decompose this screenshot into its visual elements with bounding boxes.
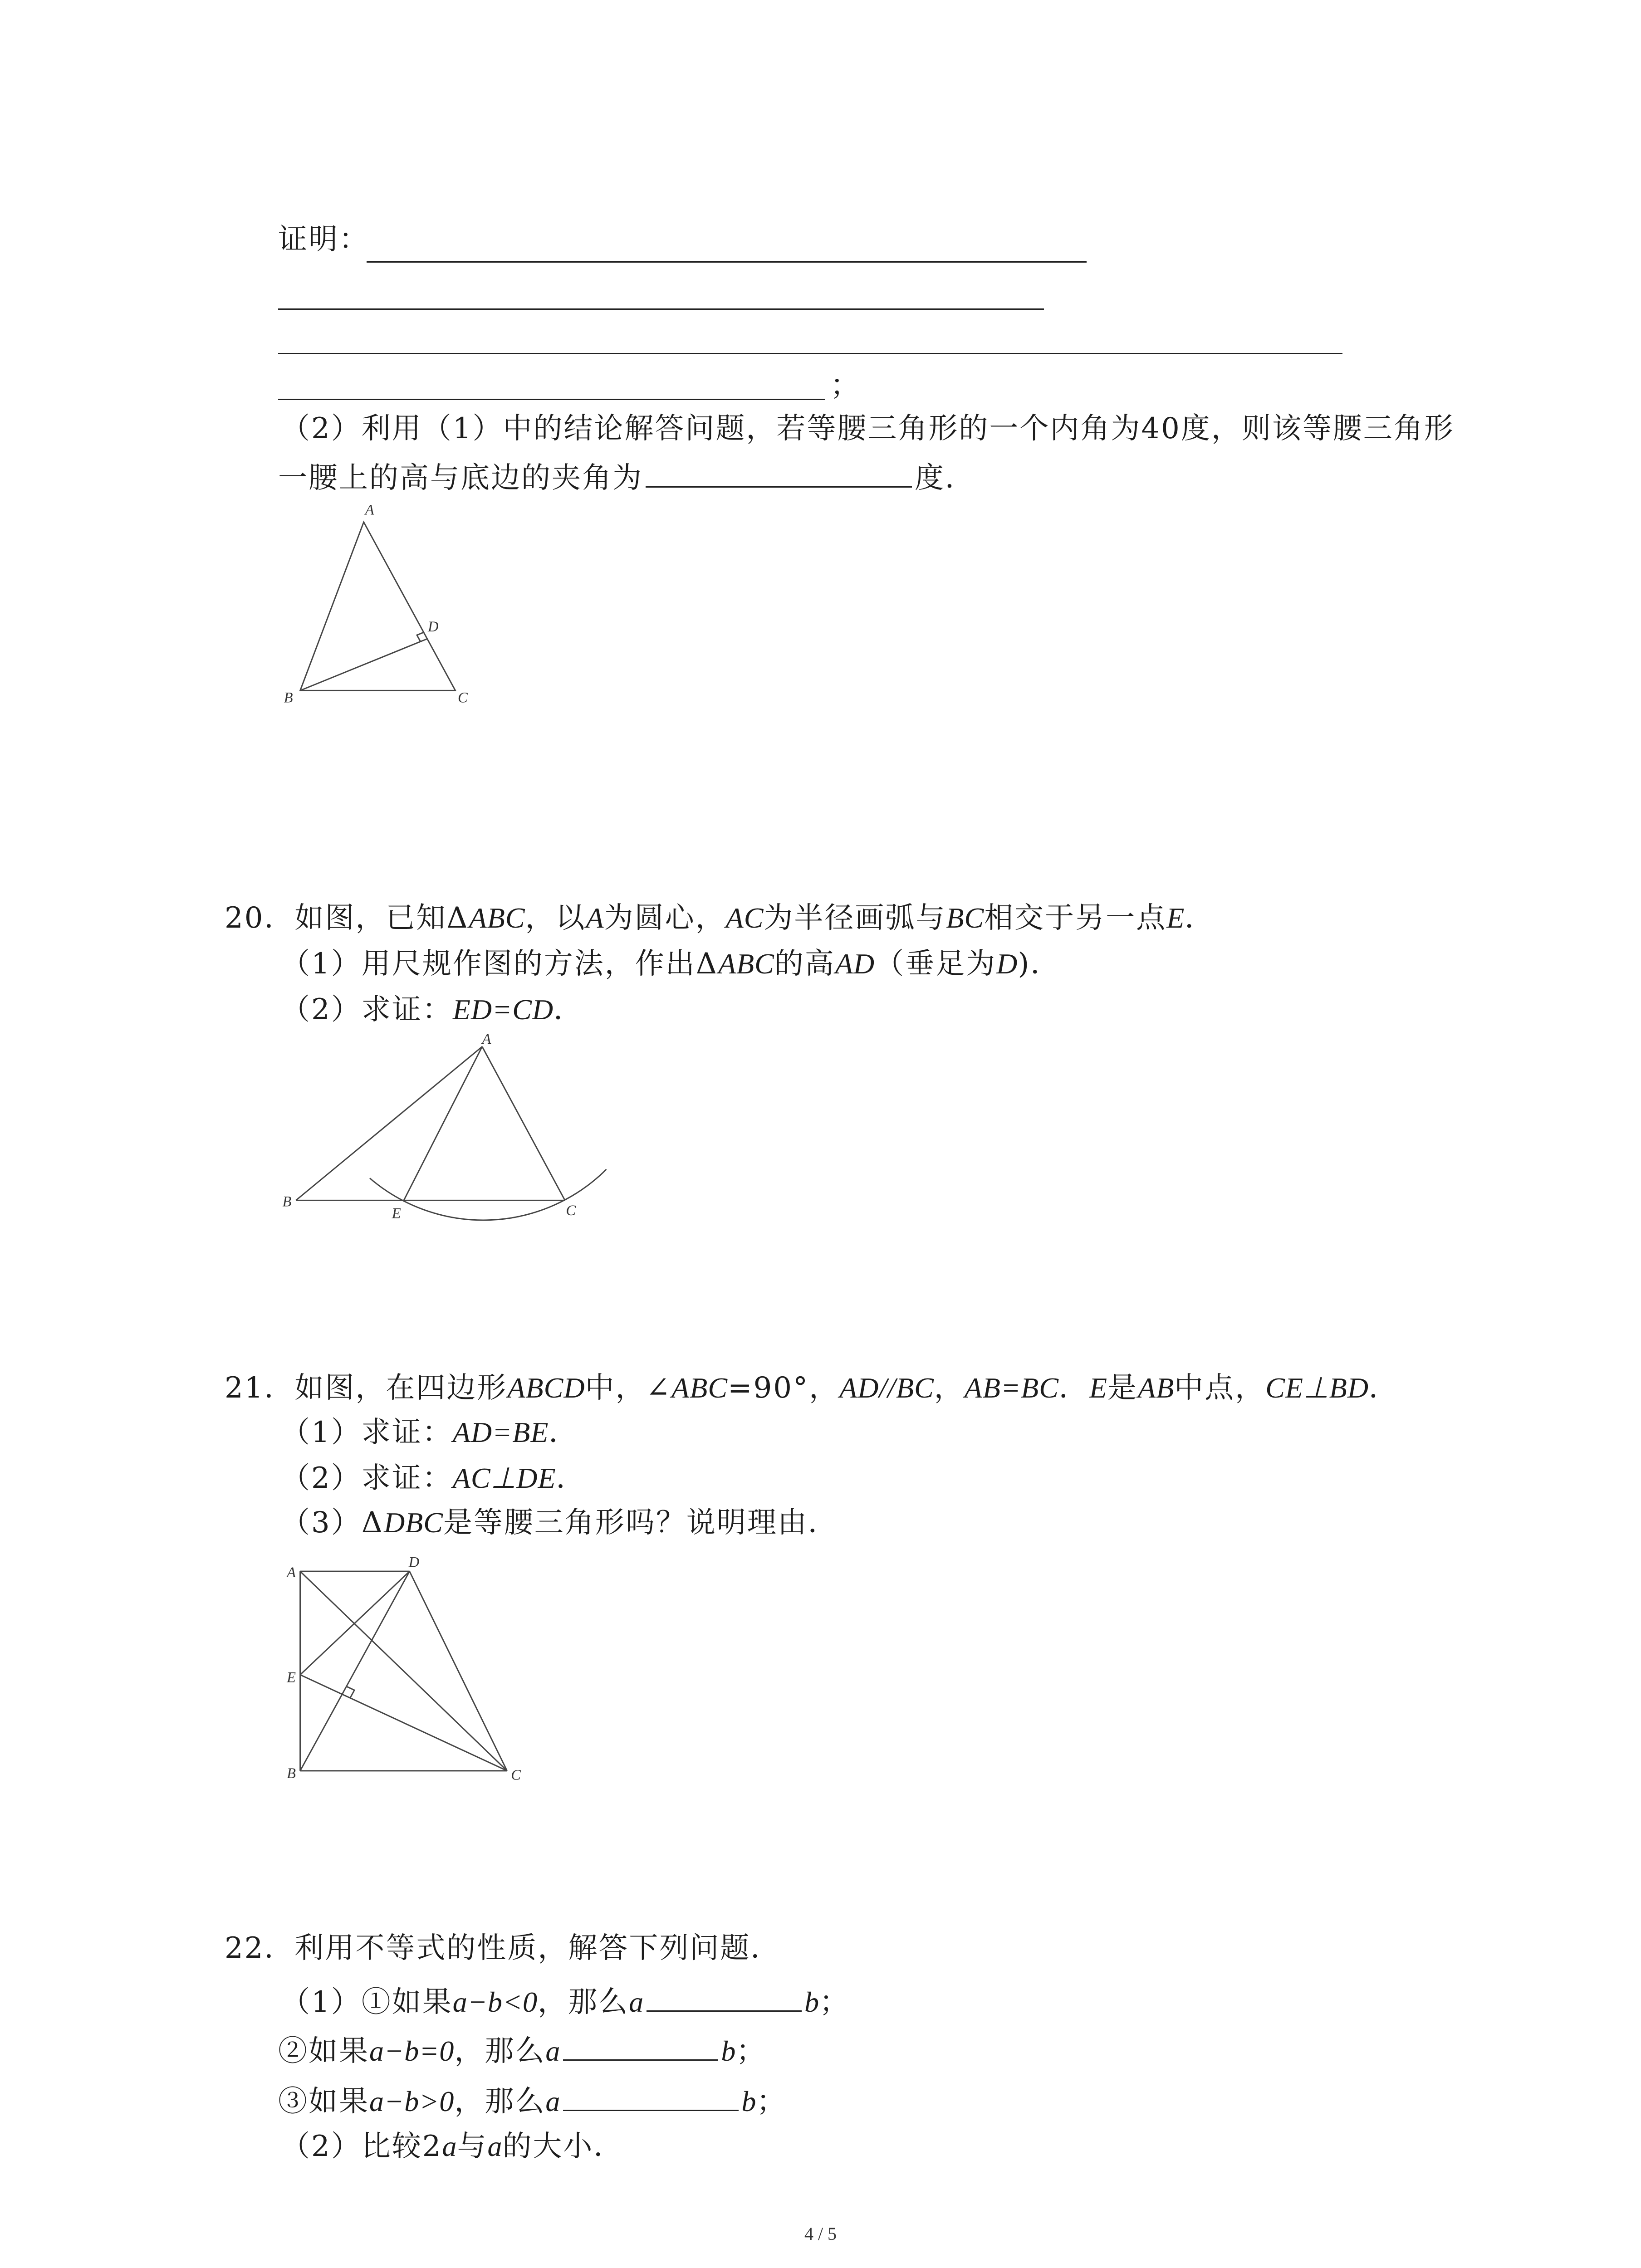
label-a: A — [287, 1564, 296, 1581]
q22-part2 — [281, 2131, 624, 2162]
text-segment: 相交于另一点 — [984, 901, 1167, 935]
text-segment: ，那么 — [454, 2034, 546, 2068]
q19-part2-line1: （2）利用（1）中的结论解答问题，若等腰三角形的一个内角为40度，则该等腰三角形 — [281, 412, 1455, 445]
proof-answer-line-2 — [278, 308, 1044, 310]
text-segment: 与 — [457, 2130, 488, 2163]
text-segment: （2）求证： — [281, 1461, 453, 1495]
text-segment: ，那么 — [454, 2085, 546, 2118]
answer-blank — [563, 2083, 739, 2111]
text-segment: ． — [1058, 1371, 1089, 1405]
text-segment: 中，∠ — [585, 1371, 672, 1405]
math-expression: a — [442, 2130, 457, 2162]
text-segment: 21．如图，在四边形 — [225, 1371, 508, 1405]
text-segment: （2）比较2 — [281, 2130, 442, 2163]
q22-item1 — [281, 1984, 850, 2018]
label-b: B — [287, 1765, 296, 1782]
text-segment: ②如果 — [278, 2034, 369, 2068]
page-number: 4 / 5 — [804, 2224, 837, 2244]
text-segment: （垂足为 — [875, 947, 997, 981]
math-expression: a — [487, 2130, 503, 2162]
text-segment: ． — [556, 1461, 587, 1495]
text-segment: 是 — [1107, 1371, 1138, 1405]
math-expression: D — [996, 948, 1018, 980]
text-segment: （2）求证： — [281, 993, 453, 1026]
math-expression: AC — [725, 902, 764, 934]
figure-q21-quadrilateral — [274, 1549, 532, 1793]
segment-bd — [300, 639, 427, 690]
text-segment: =90°， — [728, 1371, 840, 1405]
math-expression: a — [545, 2035, 561, 2067]
figure-q19-triangle — [274, 495, 480, 710]
math-expression: BC — [946, 902, 985, 934]
text-segment: ． — [1185, 901, 1215, 935]
math-expression: a — [545, 2085, 561, 2117]
label-c: C — [511, 1767, 521, 1784]
math-expression: a−b<0 — [452, 1986, 538, 2018]
math-expression: E — [1089, 1372, 1107, 1404]
text-segment: 的大小． — [502, 2130, 624, 2163]
proof-end-mark: ； — [830, 369, 861, 402]
text-segment: 为半径画弧与 — [764, 901, 946, 935]
text-segment: ． — [554, 993, 584, 1026]
math-expression: a−b=0 — [369, 2035, 455, 2067]
text-segment: 是等腰三角形吗？说明理由． — [443, 1506, 838, 1540]
text-segment: 20．如图，已知Δ — [225, 901, 469, 935]
proof-label: 证明： — [278, 223, 369, 256]
math-expression: b — [741, 2085, 757, 2117]
segment-ae — [404, 1046, 482, 1200]
segment-bd — [300, 1571, 410, 1771]
math-expression: b — [804, 1986, 820, 2018]
label-d: D — [428, 619, 439, 635]
segment-ab — [296, 1046, 482, 1200]
math-expression: AD — [835, 948, 875, 980]
figure-q20-triangle-arc — [274, 1027, 614, 1227]
q21-part2 — [281, 1462, 587, 1494]
math-expression: ED=CD — [452, 993, 554, 1026]
math-expression: ABC — [469, 902, 525, 934]
math-expression: CE⊥BD — [1265, 1372, 1369, 1404]
text-segment: 为圆心， — [604, 901, 726, 935]
label-e: E — [287, 1669, 296, 1686]
math-expression: a−b>0 — [369, 2085, 455, 2117]
text-segment: ； — [736, 2034, 767, 2068]
text-segment: )． — [1018, 947, 1061, 981]
proof-answer-line-4 — [278, 399, 825, 400]
text-segment: 一腰上的高与底边的夹角为 — [278, 461, 643, 495]
math-expression: AD=BE — [452, 1416, 549, 1448]
q19-part2-line2 — [278, 460, 975, 494]
q21-part3 — [281, 1507, 838, 1539]
label-a: A — [365, 502, 374, 518]
text-segment: （1）求证： — [281, 1416, 453, 1449]
q22-stem: 22．利用不等式的性质，解答下列问题． — [225, 1931, 781, 1965]
math-expression: DBC — [383, 1506, 443, 1539]
text-segment: ， — [934, 1371, 965, 1405]
text-segment: ，以 — [525, 901, 586, 935]
segment-ac — [300, 1571, 507, 1771]
label-d: D — [408, 1554, 420, 1571]
segment-ac — [482, 1046, 565, 1200]
segment-ec — [300, 1675, 507, 1771]
math-expression: ABCD — [507, 1372, 585, 1404]
math-expression: ABC — [671, 1372, 728, 1404]
math-expression: AD//BC — [839, 1372, 934, 1404]
answer-blank — [647, 1984, 802, 2012]
answer-blank — [563, 2033, 718, 2061]
text-segment: （1）用尺规作图的方法，作出Δ — [281, 947, 718, 981]
q22-item2 — [278, 2033, 766, 2067]
math-expression: AB=BC — [964, 1372, 1059, 1404]
math-expression: a — [629, 1986, 644, 2018]
label-c: C — [566, 1202, 576, 1219]
text-segment: （1）①如果 — [281, 1985, 453, 2019]
label-b: B — [284, 689, 293, 706]
text-segment: ． — [1369, 1371, 1400, 1405]
label-b: B — [282, 1193, 292, 1210]
text-segment: 的高 — [774, 947, 835, 981]
answer-blank — [646, 460, 912, 488]
text-segment: ． — [549, 1416, 579, 1449]
proof-answer-line-3 — [278, 353, 1342, 354]
math-expression: E — [1166, 902, 1185, 934]
segment-dc — [410, 1571, 507, 1771]
label-a: A — [482, 1031, 491, 1047]
label-e: E — [392, 1205, 401, 1222]
q21-stem — [225, 1372, 1399, 1404]
text-segment: （3）Δ — [281, 1506, 384, 1540]
math-expression: AB — [1138, 1372, 1175, 1404]
q20-part1 — [281, 948, 1061, 980]
math-expression: A — [586, 902, 604, 934]
q21-part1 — [281, 1417, 579, 1448]
q20-stem — [225, 902, 1215, 934]
text-segment: ； — [819, 1985, 850, 2019]
text-segment: ，那么 — [538, 1985, 629, 2019]
q20-part2 — [281, 994, 584, 1026]
math-expression: ABC — [718, 948, 774, 980]
math-expression: b — [721, 2035, 736, 2067]
label-c: C — [458, 689, 468, 706]
text-segment: ③如果 — [278, 2085, 369, 2118]
text-segment: ； — [756, 2085, 787, 2118]
proof-answer-line-1 — [367, 261, 1087, 263]
math-expression: AC⊥DE — [452, 1462, 556, 1494]
text-segment: 度． — [915, 461, 975, 495]
triangle-abc — [300, 522, 456, 690]
q22-item3 — [278, 2083, 787, 2117]
text-segment: 中点， — [1174, 1371, 1266, 1405]
